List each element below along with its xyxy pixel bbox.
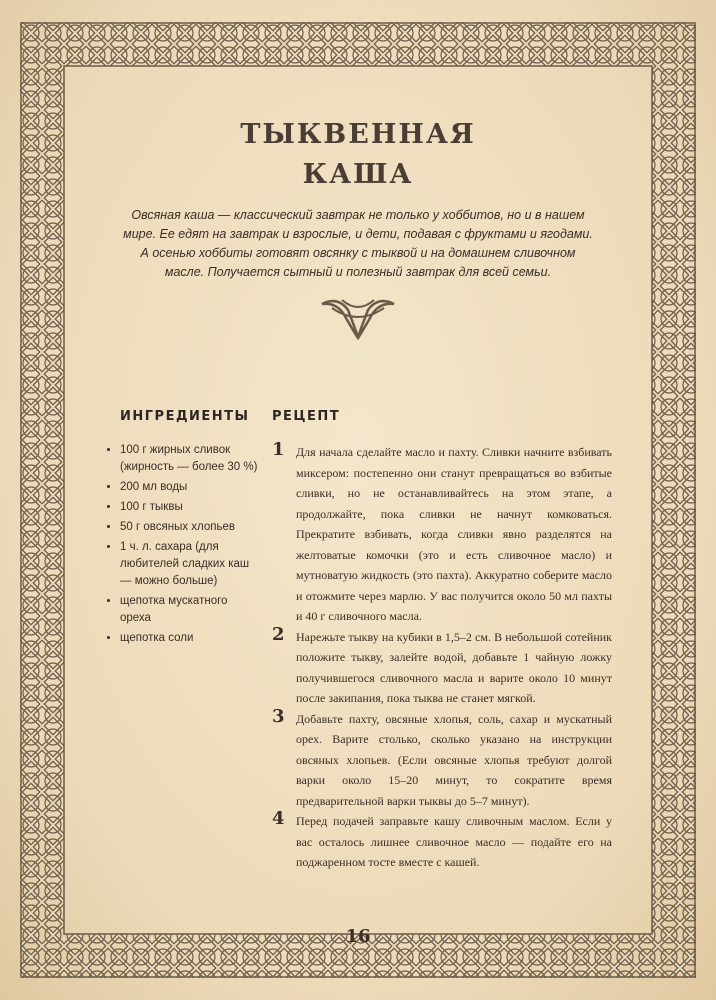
ornament-icon xyxy=(318,296,398,342)
title-line-1: тыквенная xyxy=(240,107,476,152)
page-number: 16 xyxy=(345,926,371,947)
step-text: Нарежьте тыкву на кубики в 1,5–2 см. В небольшой сотейник положите тыкву, залейте водой, добавьте 1 чайную ложку получившегося сливочного масла и варите около 10 минут после закипания, пока тыква не станет мягкой. xyxy=(296,629,612,705)
ingredients-list xyxy=(106,442,260,650)
title-line-2: каша xyxy=(302,147,414,192)
intro-text: Овсяная каша — классический завтрак не только у хоббитов, но и в нашем мире. Ее едят на завтрак и взрослые, и дети, подавая с фруктами и ягодами. А осенью хоббиты готовят овсянку с тыквой и на домашнем сливочном масле. Получается сытный и полезный завтрак для всей семьи. xyxy=(123,208,593,279)
recipe-heading: РЕЦЕПТ xyxy=(272,409,341,424)
ingredient-item: • 50 г овсяных хлопьев xyxy=(120,519,260,536)
ingredient-item: • щепотка соли xyxy=(120,630,260,647)
recipe-step xyxy=(272,705,612,812)
ingredient-item: • щепотка мускатного ореха xyxy=(120,593,260,627)
recipe-step xyxy=(272,623,612,709)
step-number: 2 xyxy=(272,623,285,645)
ingredient-item: • 1 ч. л. сахара (для любителей сладких каш — можно больше) xyxy=(120,539,260,590)
recipe-steps xyxy=(272,439,612,873)
step-text: Для начала сделайте масло и пахту. Сливки начните взбивать миксером: постепенно они станут превращаться во взбитые сливки, но не останавливайтесь на этом этапе, а продолжайте, пока сливки не начнут комковаться. Прекратите взбивать, когда сливки явно разделятся на желтоватые комочки (это и есть сливочное масло) и мутноватую жидкость (это пахта). Аккуратно соберите масло и отожмите через марлю. У вас получится около 50 мл пахты и 40 г сливочного масла. xyxy=(296,445,612,623)
step-number: 3 xyxy=(272,705,285,727)
ingredients-heading: ИНГРЕДИЕНТЫ xyxy=(120,409,250,424)
ingredient-item: • 100 г тыквы xyxy=(120,499,260,516)
step-number: 1 xyxy=(272,439,285,460)
page-title xyxy=(0,107,716,192)
step-text: Добавьте пахту, овсяные хлопья, соль, сахар и мускатный орех. Варите столько, сколько указано на инструкции овсяных хлопьев. (Если овсяные хлопья требуют долгой варки около 15–20 минут, то сократите время предварительной варки тыквы до 5–7 минут). xyxy=(296,711,612,808)
recipe-step xyxy=(272,439,612,627)
ingredient-item: • 100 г жирных сливок (жирность — более 30 %) xyxy=(120,442,260,476)
step-number: 4 xyxy=(272,808,285,829)
step-text: Перед подачей заправьте кашу сливочным маслом. Если у вас осталось лишнее сливочное масло — подайте его на поджаренном тосте вместе с кашей. xyxy=(296,814,612,869)
ingredient-item: • 200 мл воды xyxy=(120,479,260,496)
recipe-step xyxy=(272,808,612,873)
